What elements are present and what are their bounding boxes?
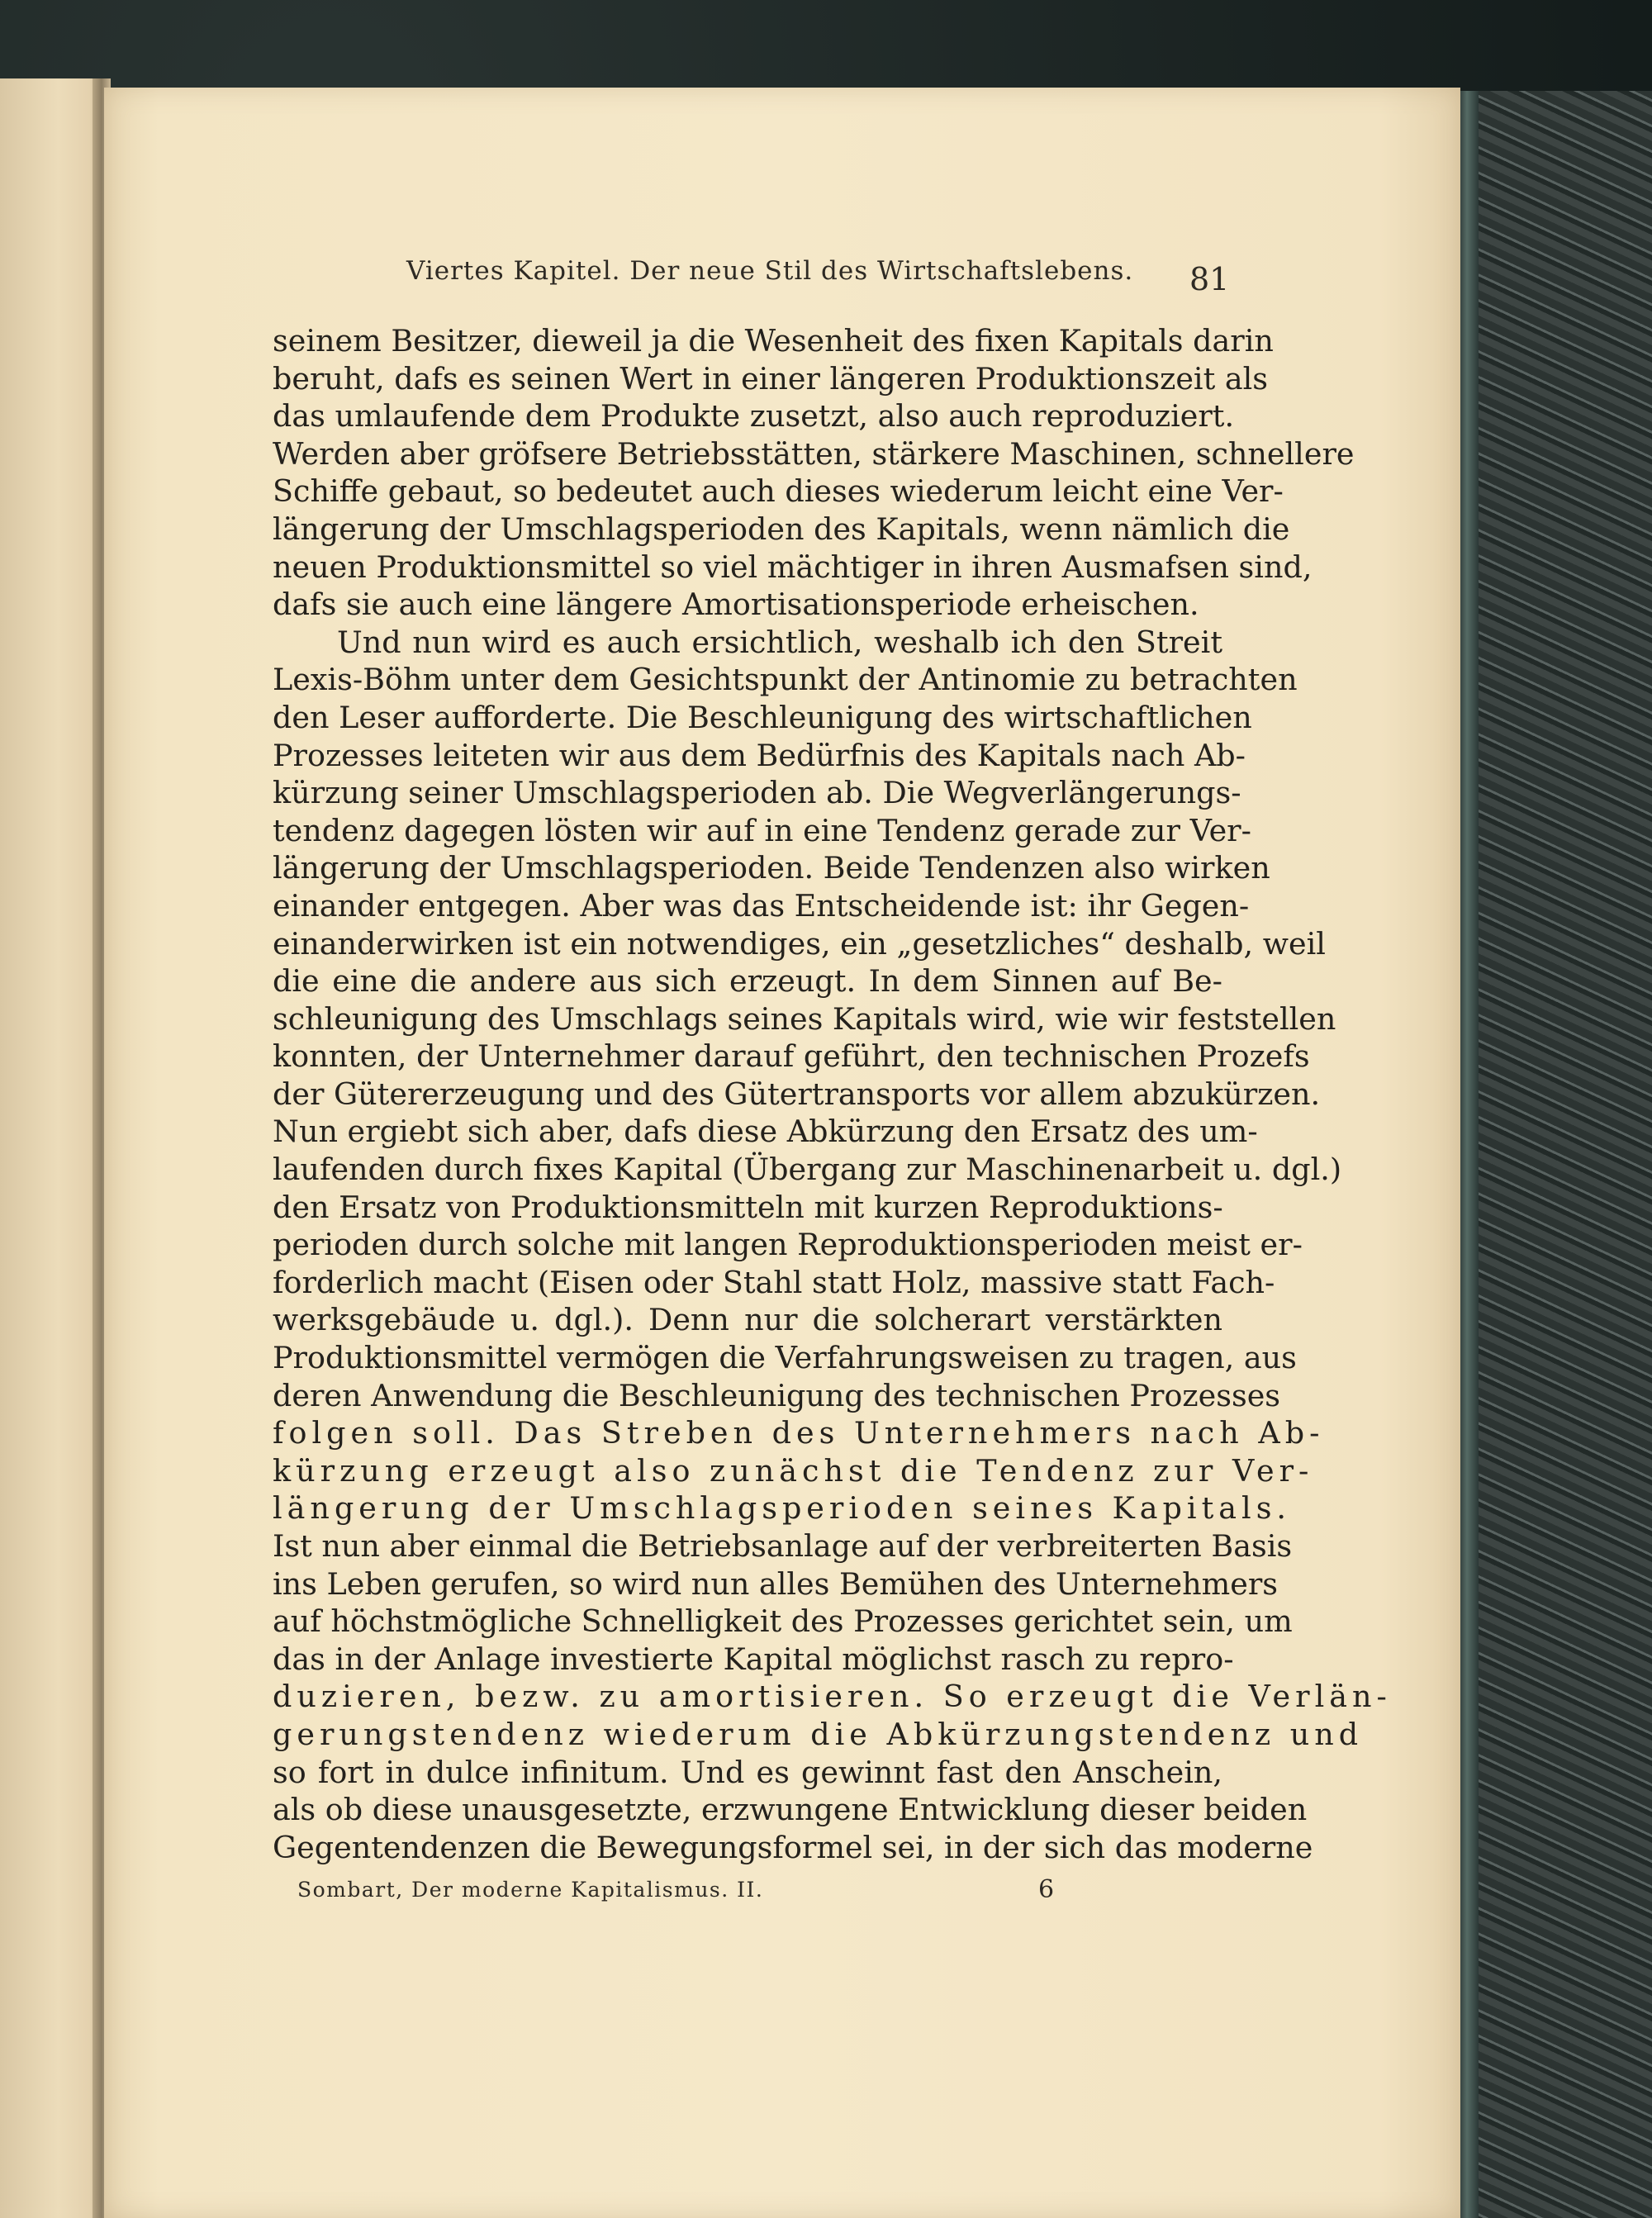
text-line: beruht, dafs es seinen Wert in einer längeren Produktionszeit als (273, 360, 1269, 397)
text-line: so fort in dulce infinitum. Und es gewinnt fast den Anschein, (273, 1754, 1222, 1790)
text-line: als ob diese unausgesetzte, erzwungene Entwicklung dieser beiden (273, 1792, 1308, 1828)
text-line: folgen soll. Das Streben des Unternehmers nach Ab- (273, 1415, 1325, 1451)
facing-page-edge (0, 78, 106, 2218)
page-number: 81 (1189, 261, 1230, 297)
text-line: Und nun wird es auch ersichtlich, weshalb ich den Streit (337, 624, 1222, 660)
text-line: forderlich macht (Eisen oder Stahl statt Holz, massive statt Fach- (273, 1264, 1275, 1300)
text-line: Werden aber gröfsere Betriebsstätten, stärkere Maschinen, schnellere (273, 435, 1355, 472)
text-line: schleunigung des Umschlags seines Kapitals wird, wie wir feststellen (273, 1000, 1336, 1037)
text-line: das umlaufende dem Produkte zusetzt, also auch reproduziert. (273, 398, 1235, 435)
text-line: längerung der Umschlagsperioden seines Kapitals. (273, 1490, 1292, 1527)
body-text (273, 322, 1392, 1866)
text-line: die eine die andere aus sich erzeugt. In dem Sinnen auf Be- (273, 963, 1222, 1000)
text-line: konnten, der Unternehmer darauf geführt, den technischen Prozefs (273, 1038, 1310, 1075)
text-line: den Leser aufforderte. Die Beschleunigung des wirtschaftlichen (273, 699, 1252, 735)
signature-mark: 6 (1038, 1875, 1055, 1904)
marbled-cover (1454, 91, 1652, 2218)
text-line: deren Anwendung die Beschleunigung des technischen Prozesses (273, 1377, 1281, 1413)
text-line: längerung der Umschlagsperioden. Beide Tendenzen also wirken (273, 850, 1270, 886)
running-head: Viertes Kapitel. Der neue Stil des Wirtschaftslebens. (406, 256, 1134, 286)
text-line: kürzung erzeugt also zunächst die Tendenz zur Ver- (273, 1452, 1314, 1489)
text-line: Gegentendenzen die Bewegungsformel sei, in der sich das moderne (273, 1829, 1313, 1865)
text-line: werksgebäude u. dgl.). Denn nur die solcherart verstärkten (273, 1302, 1222, 1338)
text-line: dafs sie auch eine längere Amortisationsperiode erheischen. (273, 587, 1199, 623)
text-line: laufenden durch fixes Kapital (Übergang zur Maschinenarbeit u. dgl.) (273, 1152, 1342, 1188)
text-line: auf höchstmögliche Schnelligkeit des Prozesses gerichtet sein, um (273, 1603, 1293, 1640)
text-line: ins Leben gerufen, so wird nun alles Bemühen des Unternehmers (273, 1565, 1279, 1602)
text-line: Produktionsmittel vermögen die Verfahrungsweisen zu tragen, aus (273, 1340, 1297, 1376)
text-line: längerung der Umschlagsperioden des Kapitals, wenn nämlich die (273, 511, 1290, 547)
text-line: einanderwirken ist ein notwendiges, ein „gesetzliches“ deshalb, weil (273, 925, 1326, 962)
text-line: Nun ergiebt sich aber, dafs diese Abkürzung den Ersatz des um- (273, 1114, 1258, 1150)
text-line: duzieren, bezw. zu amortisieren. So erzeugt die Verlän- (273, 1679, 1392, 1715)
text-line: tendenz dagegen lösten wir auf in eine Tendenz gerade zur Ver- (273, 812, 1251, 848)
text-line: perioden durch solche mit langen Reproduktionsperioden meist er- (273, 1227, 1303, 1263)
footer-source: Sombart, Der moderne Kapitalismus. II. (297, 1878, 764, 1902)
text-line: gerungstendenz wiederum die Abkürzungstendenz und (273, 1716, 1364, 1752)
text-line: seinem Besitzer, dieweil ja die Wesenheit des fixen Kapitals darin (273, 323, 1274, 359)
text-line: kürzung seiner Umschlagsperioden ab. Die Wegverlängerungs- (273, 775, 1241, 811)
text-line: neuen Produktionsmittel so viel mächtiger in ihren Ausmafsen sind, (273, 549, 1313, 585)
text-line: den Ersatz von Produktionsmitteln mit kurzen Reproduktions- (273, 1189, 1223, 1225)
text-line: Ist nun aber einmal die Betriebsanlage auf der verbreiterten Basis (273, 1528, 1293, 1564)
text-line: der Gütererzeugung und des Gütertransports vor allem abzukürzen. (273, 1076, 1321, 1112)
text-line: Lexis-Böhm unter dem Gesichtspunkt der Antinomie zu betrachten (273, 662, 1298, 698)
text-line: Prozesses leiteten wir aus dem Bedürfnis des Kapitals nach Ab- (273, 737, 1246, 773)
text-line: das in der Anlage investierte Kapital möglichst rasch zu repro- (273, 1641, 1234, 1677)
text-line: Schiffe gebaut, so bedeutet auch dieses wiederum leicht eine Ver- (273, 473, 1284, 510)
text-line: einander entgegen. Aber was das Entscheidende ist: ihr Gegen- (273, 887, 1250, 924)
